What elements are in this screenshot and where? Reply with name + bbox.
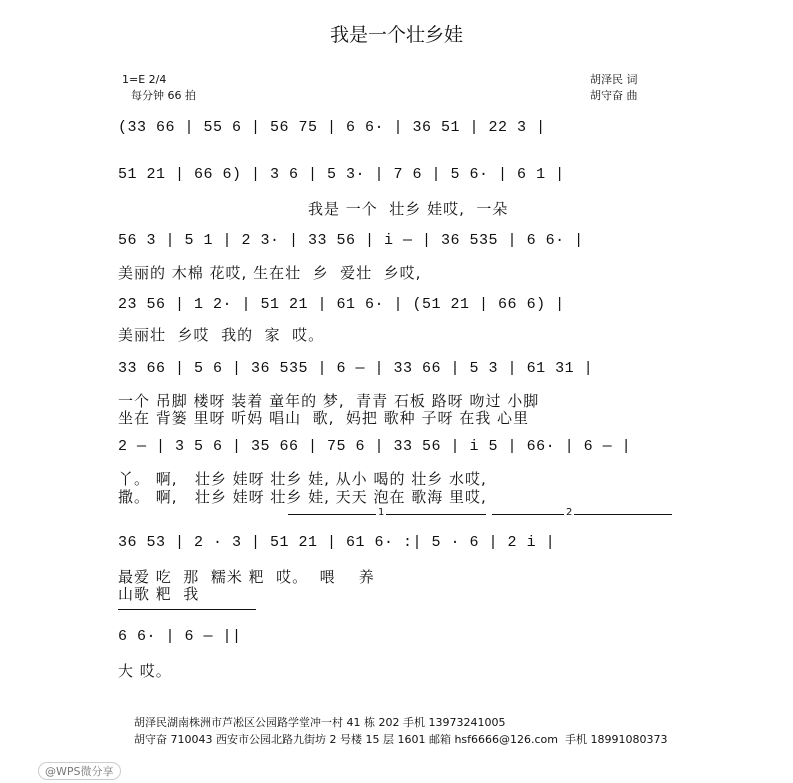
volta-2-bracket (492, 514, 672, 515)
notation-row-2: 51 21 | 66 6) | 3 6 | 5 3· | 7 6 | 5 6· | 6 1 | (118, 166, 565, 183)
notation-row-1: (33 66 | 55 6 | 56 75 | 6 6· | 36 51 | 22 3 | (118, 119, 546, 136)
lyric-row-6: 丫。 啊, 壮乡 娃呀 壮乡 娃, 从小 喝的 壮乡 水哎, (118, 470, 487, 488)
lyric-row-2: 美丽的 木棉 花哎, 生在壮 乡 爱壮 乡哎, (118, 264, 422, 282)
volta-2-label: 2 (566, 507, 573, 518)
lyric-row-4: 一个 吊脚 楼呀 装着 童年的 梦, 青青 石板 路呀 吻过 小脚 (118, 392, 540, 410)
notation-row-4: 23 56 | 1 2· | 51 21 | 61 6· | (51 21 | 66 6) | (118, 296, 565, 313)
notation-row-3: 56 3 | 5 1 | 2 3· | 33 56 | i — | 36 535 | 6 6· | (118, 232, 584, 249)
lyric-row-5: 坐在 背篓 里呀 听妈 唱山 歌, 妈把 歌种 子呀 在我 心里 (118, 409, 529, 427)
volta-1-bracket (288, 514, 486, 515)
song-title: 我是一个壮乡娃 (329, 24, 463, 46)
wps-watermark: @WPS微分享 (38, 762, 121, 780)
composer-credit: 胡守奋 曲 (590, 89, 638, 102)
lyric-row-10: 大 哎。 (118, 662, 172, 680)
lyricist-credit: 胡泽民 词 (590, 73, 638, 86)
tempo-marking: 每分钟 66 拍 (131, 89, 196, 102)
lyric-row-1: 我是 一个 壮乡 娃哎, 一朵 (308, 200, 509, 218)
lyric-row-7: 撒。 啊, 壮乡 娃呀 壮乡 娃, 天天 泡在 歌海 里哎, (118, 488, 487, 506)
key-signature: 1=E 2/4 (122, 73, 167, 86)
footer-lyricist-address: 胡泽民湖南株洲市芦凇区公园路学堂冲一村 41 栋 202 手机 13973241005 (134, 716, 506, 729)
notation-row-7: 36 53 | 2 · 3 | 51 21 | 61 6· :| 5 · 6 | 2 i | (118, 534, 556, 551)
notation-row-5: 33 66 | 5 6 | 36 535 | 6 — | 33 66 | 5 3 | 61 31 | (118, 360, 594, 377)
volta-1-label: 1 (378, 507, 385, 518)
continuation-line (118, 609, 256, 610)
lyric-row-9: 山歌 粑 我 (118, 585, 200, 603)
lyric-row-8: 最爱 吃 那 糯米 粑 哎。 喂 养 (118, 568, 375, 586)
footer-composer-address: 胡守奋 710043 西安市公园北路九街坊 2 号楼 15 层 1601 邮箱 hsf6666@126.com 手机 18991080373 (134, 733, 668, 746)
notation-row-6: 2 — | 3 5 6 | 35 66 | 75 6 | 33 56 | i 5 | 66· | 6 — | (118, 438, 632, 455)
lyric-row-3: 美丽壮 乡哎 我的 家 哎。 (118, 326, 325, 344)
notation-row-8: 6 6· | 6 — || (118, 628, 242, 645)
